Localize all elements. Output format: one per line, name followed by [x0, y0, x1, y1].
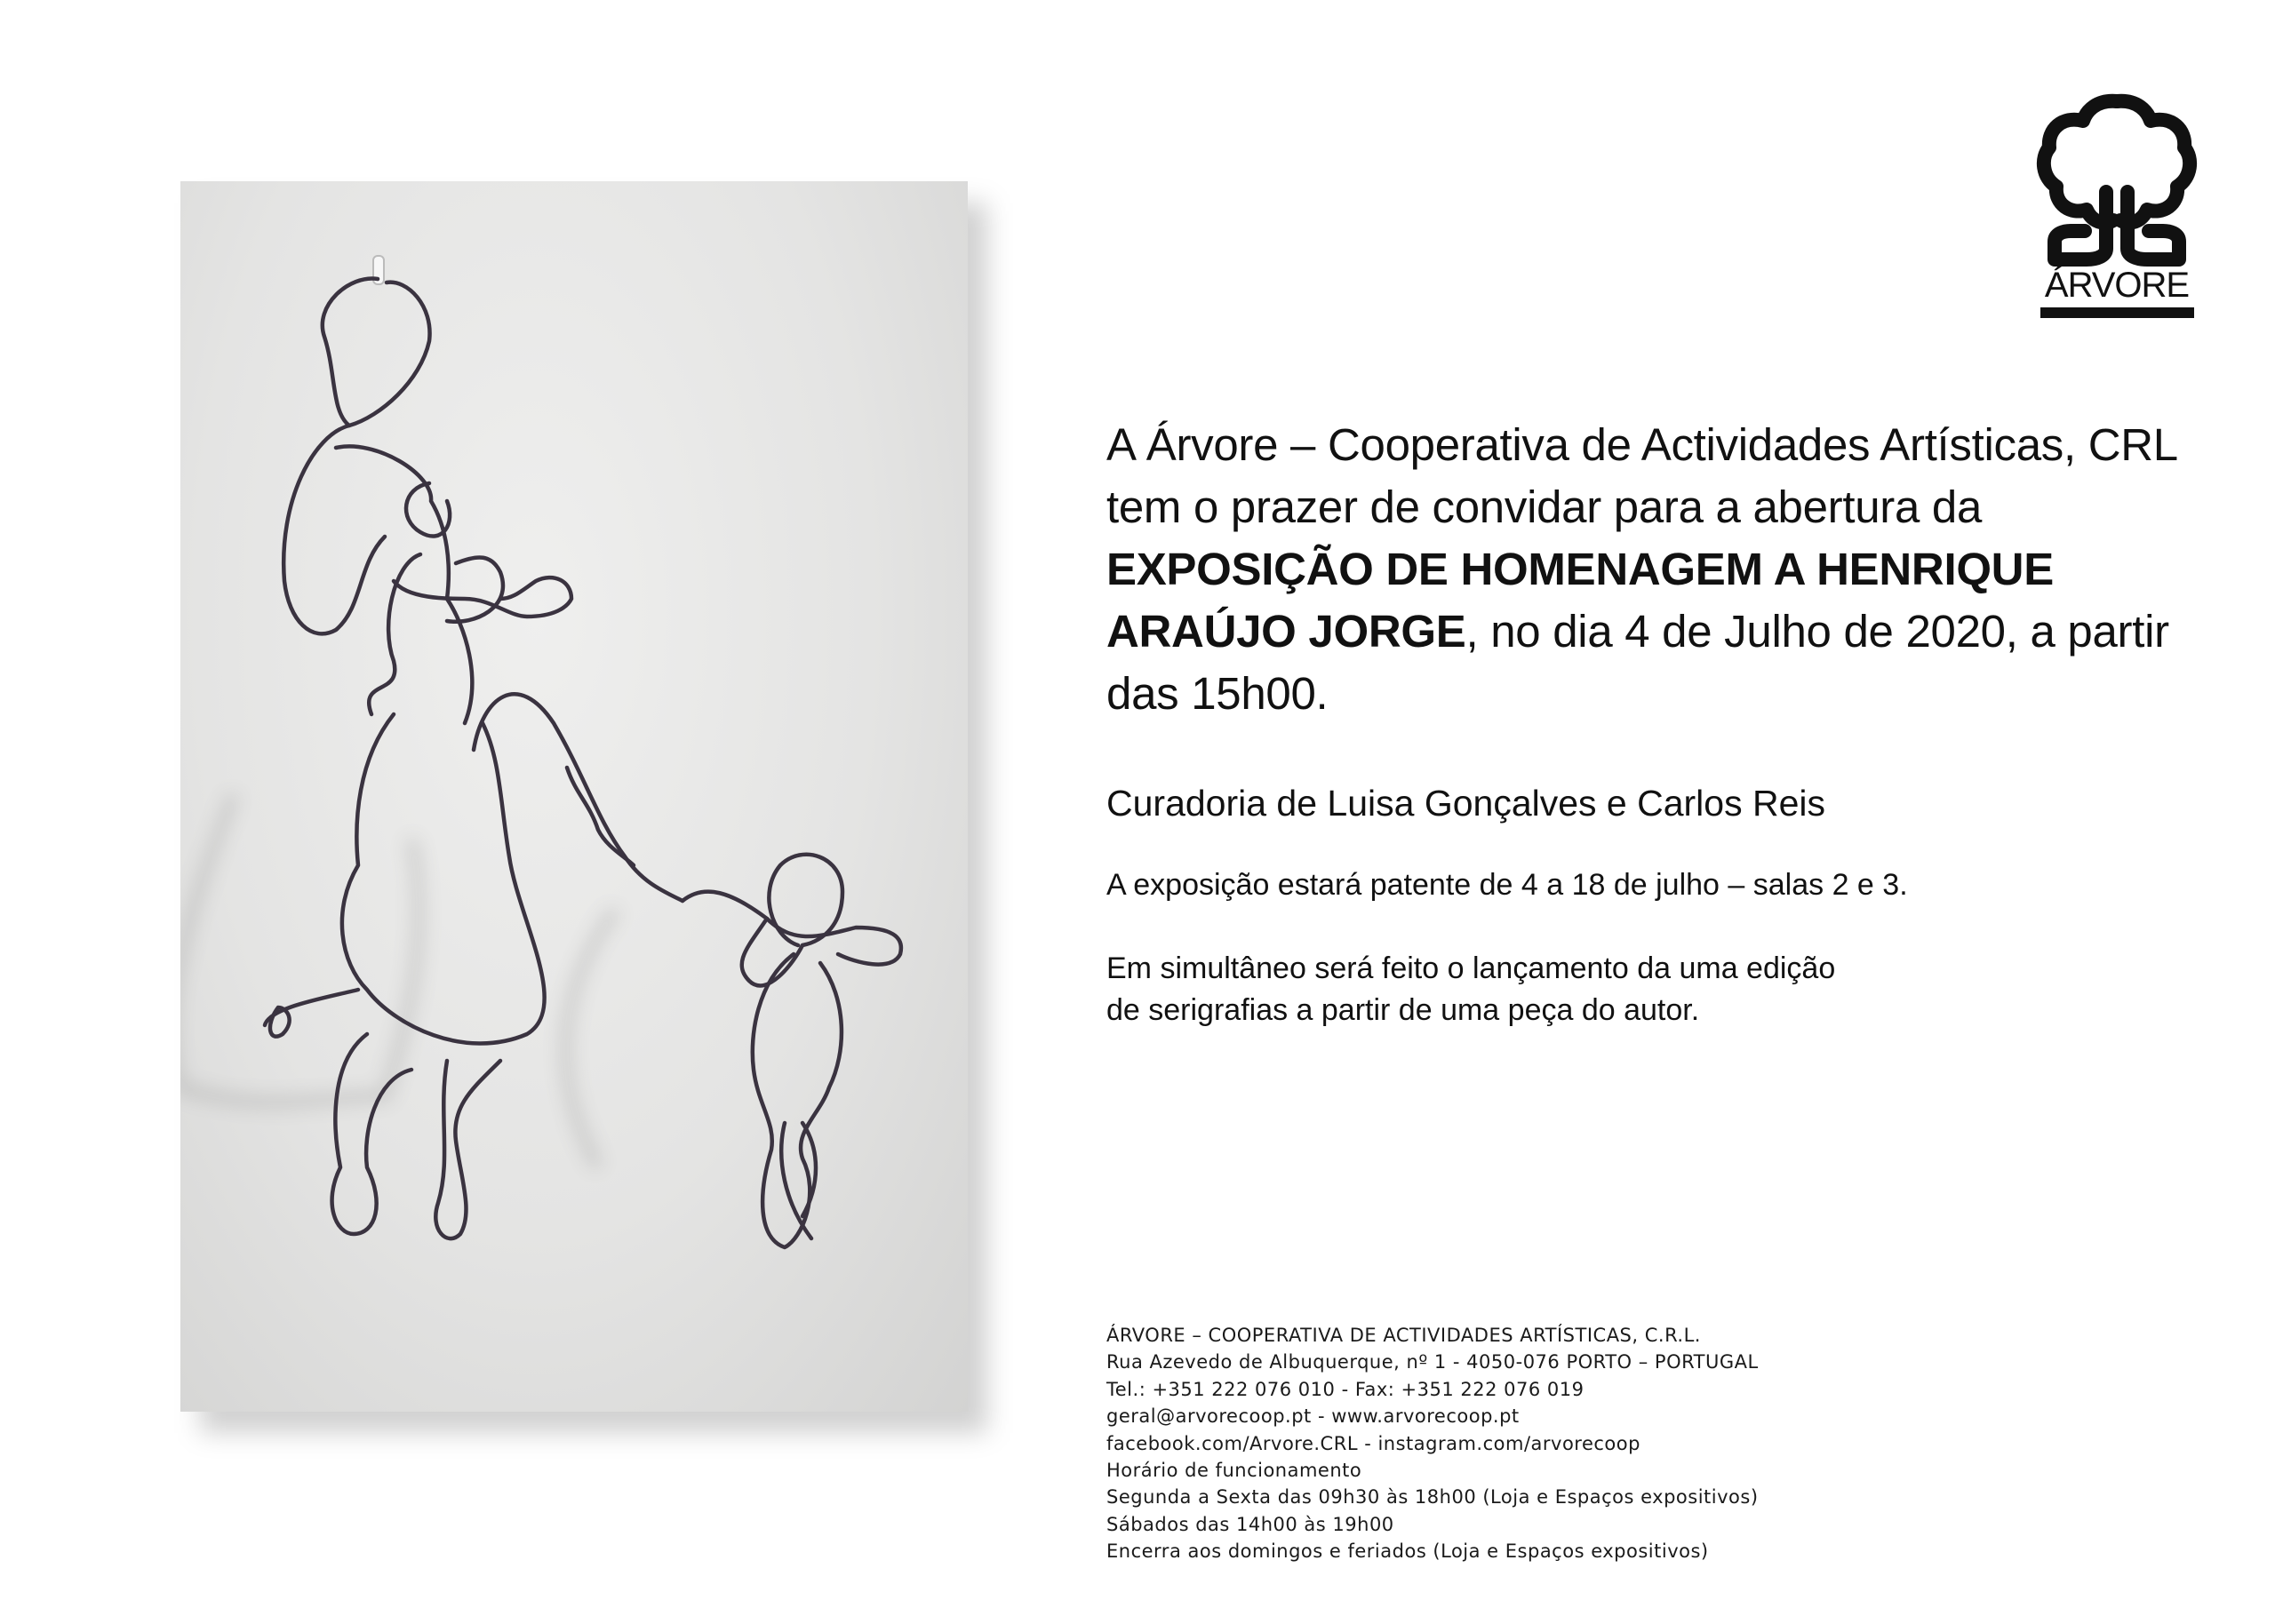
- footer-phone: Tel.: +351 222 076 010 - Fax: +351 222 076 019: [1106, 1378, 1585, 1400]
- tree-icon: [2044, 101, 2190, 259]
- exhibition-title: EXPOSIÇÃO DE HOMENAGEM A HENRIQUE ARAÚJO JORGE: [1106, 544, 2054, 657]
- wire-figures-artwork: [180, 181, 968, 1412]
- launch-line-2: de serigrafias a partir de uma peça do autor.: [1106, 993, 1700, 1027]
- invitation-text: [1106, 414, 2217, 725]
- footer-hours-weekdays: Segunda a Sexta das 09h30 às 18h00 (Loja e Espaços expositivos): [1106, 1486, 1759, 1509]
- wire-figure-child: [682, 855, 901, 1247]
- invitation-intro: A Árvore – Cooperativa de Actividades Artísticas, CRL tem o prazer de convidar para a abertura da: [1106, 419, 2176, 532]
- footer-hours-saturday: Sábados das 14h00 às 19h00: [1106, 1513, 1394, 1535]
- launch-note: [1106, 948, 1835, 1031]
- wire-sculpture-icon: [180, 181, 968, 1412]
- footer-hours-title: Horário de funcionamento: [1106, 1460, 1362, 1482]
- exhibition-dates: A exposição estará patente de 4 a 18 de julho – salas 2 e 3.: [1106, 868, 1908, 902]
- footer-org: ÁRVORE – COOPERATIVA DE ACTIVIDADES ARTÍSTICAS, C.R.L.: [1106, 1325, 1701, 1346]
- artwork-photo: [180, 181, 968, 1412]
- footer-hours-closed: Encerra aos domingos e feriados (Loja e Espaços expositivos): [1106, 1540, 1709, 1563]
- logo-wordmark: ÁRVORE: [2044, 266, 2190, 305]
- logo-underline: [2040, 307, 2194, 318]
- footer-web: geral@arvorecoop.pt - www.arvorecoop.pt: [1106, 1405, 1520, 1428]
- footer-address: Rua Azevedo de Albuquerque, nº 1 - 4050-076 PORTO – PORTUGAL: [1106, 1351, 1759, 1373]
- footer-social: facebook.com/Arvore.CRL - instagram.com/arvorecoop: [1106, 1432, 1640, 1454]
- launch-line-1: Em simultâneo será feito o lançamento da uma edição: [1106, 951, 1836, 985]
- curator-line: Curadoria de Luisa Gonçalves e Carlos Reis: [1106, 783, 1826, 824]
- contact-footer: [1106, 1322, 1759, 1565]
- arvore-logo: [2035, 89, 2199, 322]
- invitation-date: , no dia 4 de Julho de 2020, a partir das 15h00.: [1106, 606, 2169, 719]
